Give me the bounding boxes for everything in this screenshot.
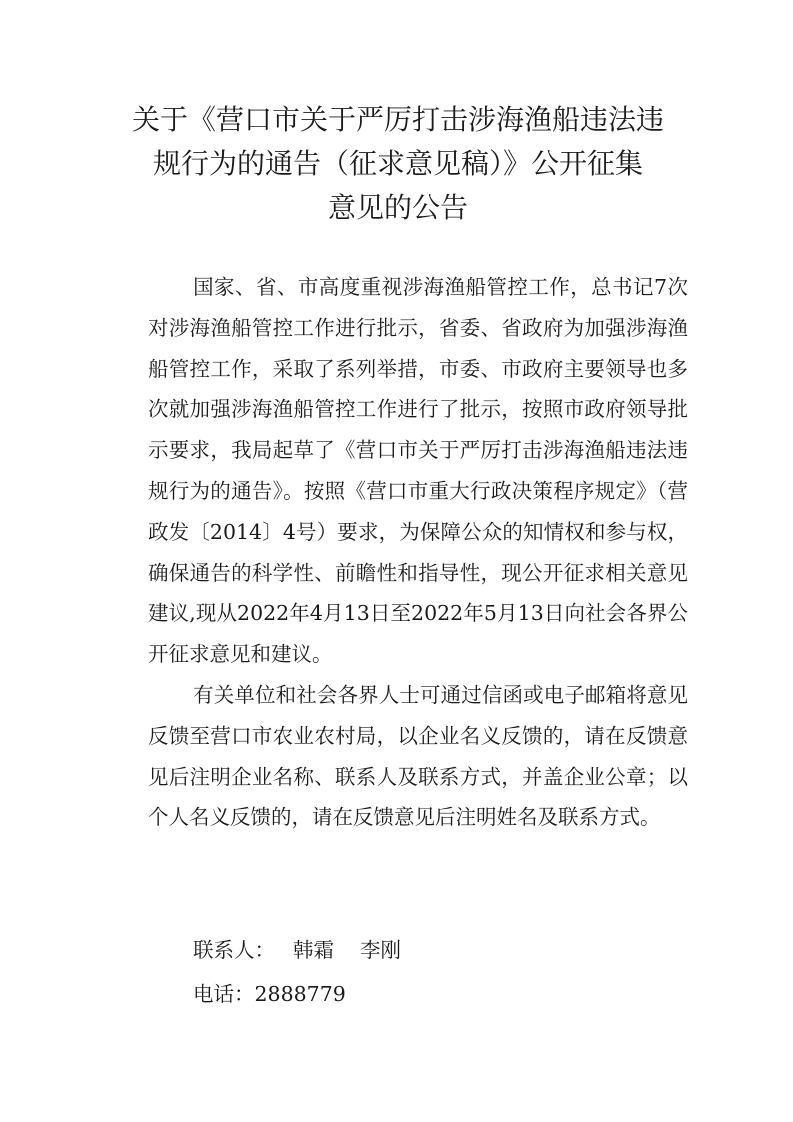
document-body (148, 267, 688, 838)
contact-person-1: 韩霜 (293, 938, 334, 962)
body-paragraph-1: 国家、省、市高度重视涉海渔船管控工作，总书记7次对涉海渔船管控工作进行批示，省委、省政府为加强涉海渔船管控工作，采取了系列举措，市委、市政府主要领导也多次就加强涉海渔船管控工作进行了批示，按照市政府领导批示要求，我局起草了《营口市关于严厉打击涉海渔船违法违规行为的通告》。按照《营口市重大行政决策程序规定》（营政发〔2014〕4号）要求，为保障公众的知情权和参与权，确保通告的科学性、前瞻性和指导性，现公开征求相关意见建议,现从2022年4月13日至2022年5月13日向社会各界公开征求意见和建议。 (148, 275, 688, 667)
contact-phone-label: 电话： (193, 982, 255, 1006)
title-line-2: 规行为的通告（征求意见稿）》公开征集 (152, 147, 643, 180)
contact-phone-number: 2888779 (254, 982, 346, 1006)
contact-person-line (193, 935, 401, 965)
document-title (118, 98, 678, 230)
contact-phone-line (193, 979, 346, 1009)
body-paragraph-2: 有关单位和社会各界人士可通过信函或电子邮箱将意见反馈至营口市农业农村局，以企业名义反馈的，请在反馈意见后注明企业名称、联系人及联系方式，并盖企业公章；以个人名义反馈的，请在反馈意见后注明姓名及联系方式。 (148, 682, 688, 830)
title-line-3: 意见的公告 (327, 191, 468, 224)
title-line-1: 关于《营口市关于严厉打击涉海渔船违法违 (131, 103, 664, 136)
contact-person-2: 李刚 (360, 938, 401, 962)
contact-person-label: 联系人： (193, 938, 275, 962)
